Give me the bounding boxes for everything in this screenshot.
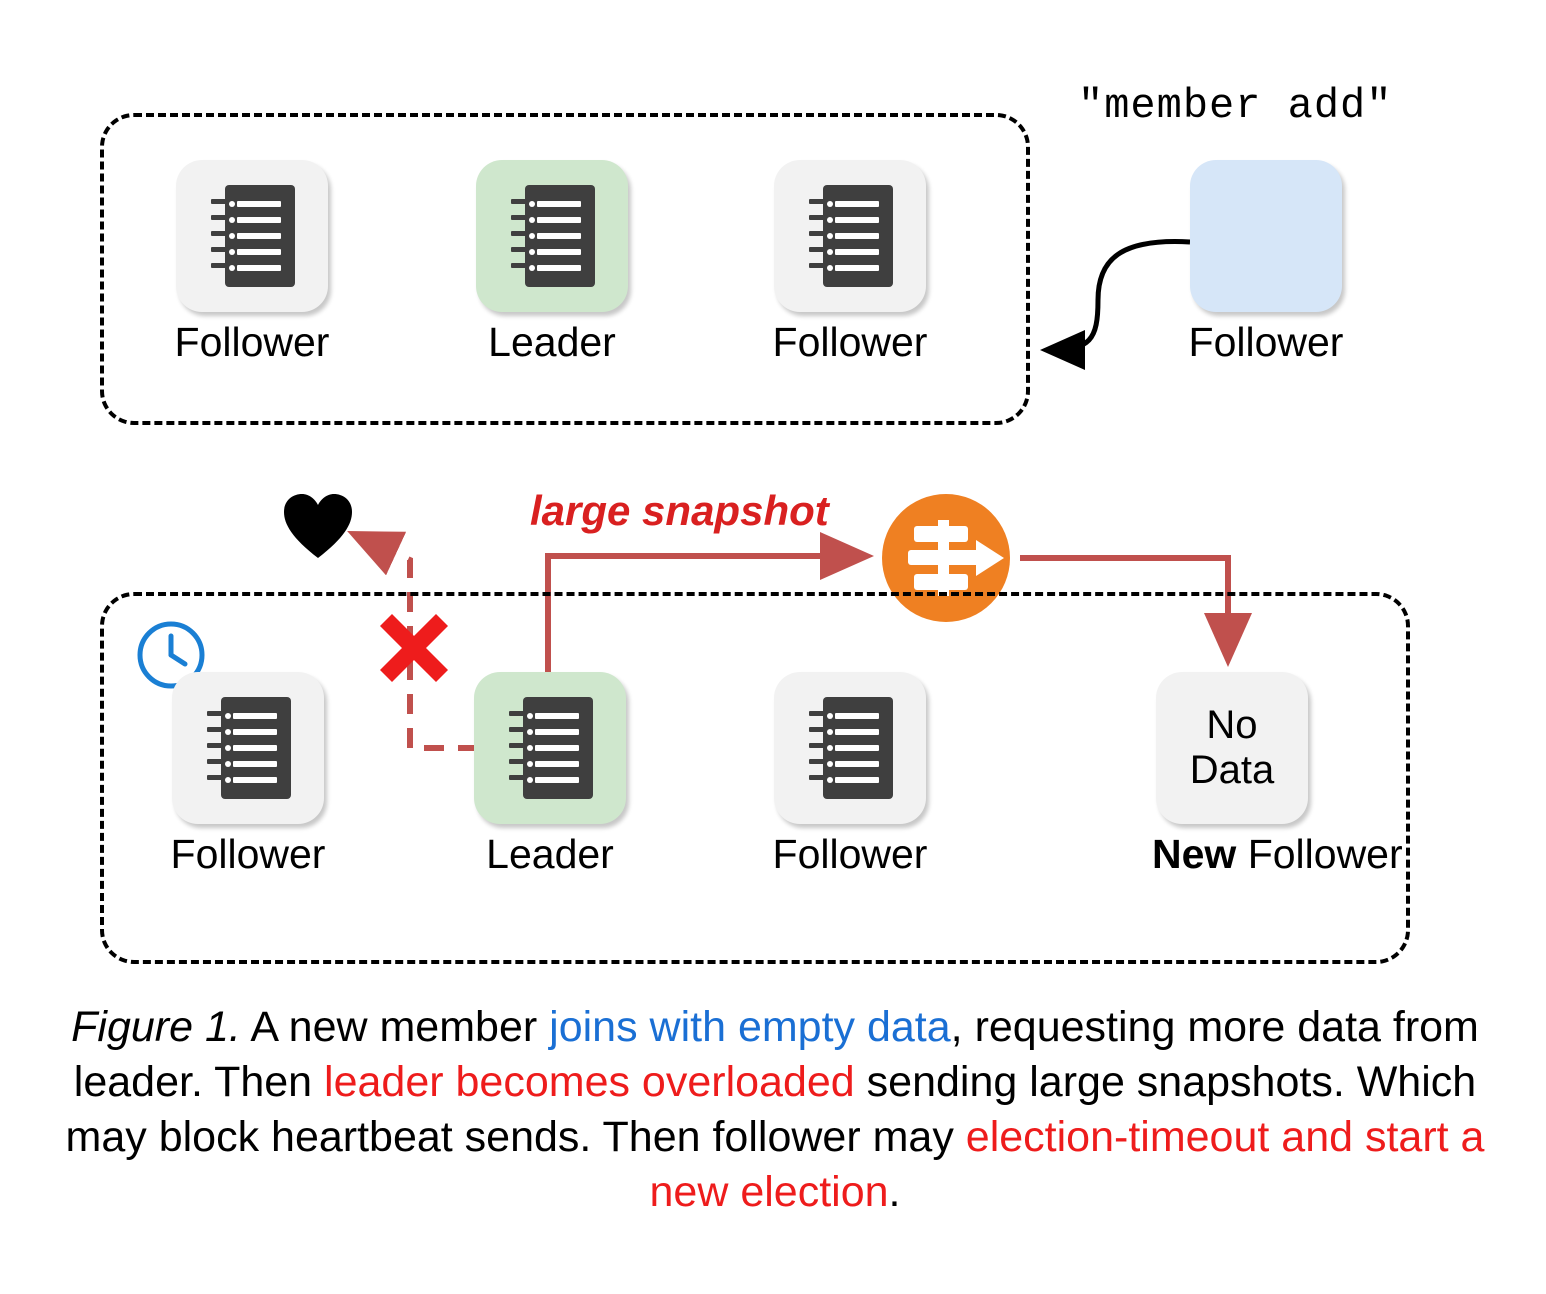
caption-highlight-red-1: leader becomes overloaded — [324, 1058, 855, 1107]
server-icon — [507, 697, 593, 799]
caption-part-4: . — [888, 1168, 901, 1217]
caption-part-3: sending large snapshots. Which may block heartbeat sends. Then follower may — [65, 1058, 1477, 1162]
node-bottom-leader[interactable] — [470, 672, 630, 875]
member-add-arrow — [1050, 242, 1190, 350]
no-data-line-1: No — [1206, 703, 1258, 748]
node-label: Follower — [772, 831, 928, 877]
node-joining-follower[interactable] — [1186, 160, 1346, 363]
server-tile — [774, 160, 926, 312]
node-top-leader[interactable] — [472, 160, 632, 363]
server-tile — [774, 672, 926, 824]
caption-part-1: A new member — [240, 1003, 550, 1051]
node-bottom-follower-2[interactable] — [770, 672, 930, 875]
figure-caption — [60, 1000, 1490, 1220]
node-label: Follower — [174, 319, 330, 365]
caption-figure-number: Figure 1. — [71, 1003, 241, 1051]
server-icon — [509, 185, 595, 287]
no-data-tile — [1156, 672, 1308, 824]
member-add-command: "member add" — [1078, 82, 1393, 130]
server-tile-leader — [476, 160, 628, 312]
node-label: Follower — [170, 831, 326, 877]
node-label: Follower — [1188, 319, 1344, 365]
node-top-follower-2[interactable] — [770, 160, 930, 363]
no-data-line-2: Data — [1189, 748, 1275, 792]
caption-part-2: , requesting more data from leader. Then — [73, 1003, 1479, 1107]
node-label — [1152, 831, 1403, 877]
empty-tile-icon — [1190, 160, 1342, 312]
server-icon — [807, 185, 893, 287]
server-tile — [172, 672, 324, 824]
node-bottom-follower-1[interactable] — [168, 672, 328, 875]
server-icon — [209, 185, 295, 287]
node-label: Leader — [488, 319, 616, 365]
server-icon — [807, 697, 893, 799]
caption-highlight-red-2: election-timeout and start a new election — [649, 1113, 1485, 1217]
large-snapshot-label: large snapshot — [530, 487, 829, 534]
node-label-bold: New — [1152, 831, 1237, 877]
node-label: Follower — [772, 319, 928, 365]
server-tile — [176, 160, 328, 312]
node-new-follower[interactable] — [1152, 672, 1403, 877]
caption-highlight-blue: joins with empty data — [549, 1003, 951, 1051]
node-label-rest: Follower — [1236, 831, 1403, 877]
node-label: Leader — [486, 831, 614, 877]
server-icon — [205, 697, 291, 799]
node-top-follower-1[interactable] — [172, 160, 332, 363]
heartbeat-icon — [282, 492, 354, 560]
server-tile-leader — [474, 672, 626, 824]
